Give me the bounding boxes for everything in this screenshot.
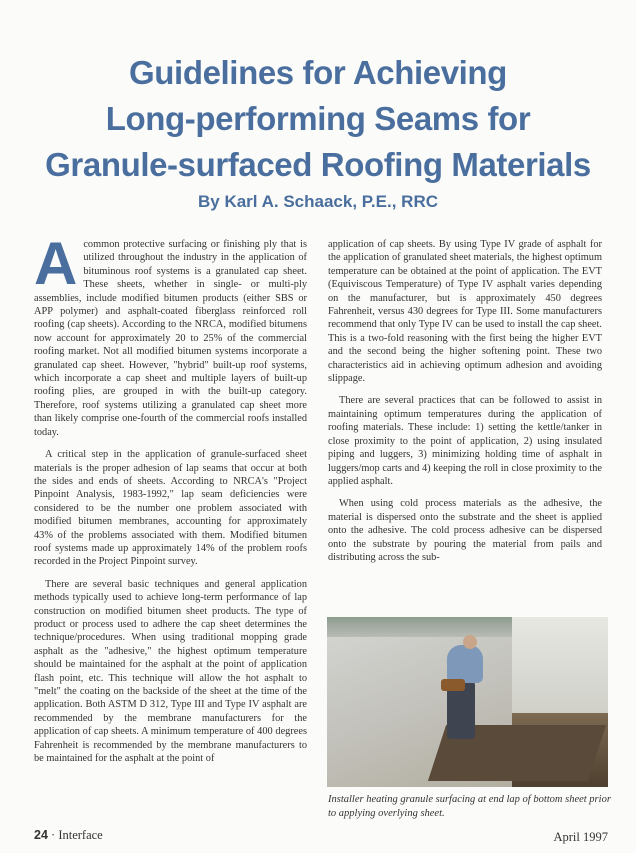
installer-photo <box>327 617 608 787</box>
title-line-3: Granule-surfaced Roofing Materials <box>45 146 591 183</box>
right-column <box>328 238 602 573</box>
article-title <box>0 50 636 188</box>
paragraph-3: There are several basic techniques and general application methods typically used to achieve long-term performance of lap construction on modified bitumen sheet products. The type of product or process used to adhere the cap sheet determines the technique/procedures. When using traditional mopping grade asphalt as the "adhesive," the highest optimum temperature should be maintained for the asphalt at the point of application flash point, etc. This technique will allow the hot asphalt to "melt" the coating on the backside of the sheet at the time of the application. Both ASTM D 312, Type III and Type IV asphalt are recommended by the membrane manufacturers for the application of cap sheets. A minimum temperature of 400 degrees Fahrenheit is recommended by the membrane manufacturers to be maintained for the asphalt at the point of <box>34 578 307 765</box>
paragraph-1 <box>34 230 307 439</box>
photo-parapet-wall <box>512 617 608 717</box>
photo-tool-belt <box>441 679 465 691</box>
title-line-2: Long-performing Seams for <box>105 100 531 137</box>
title-line-1: Guidelines for Achieving <box>129 54 507 91</box>
photo-caption: Installer heating granule surfacing at end lap of bottom sheet prior to applying overlying sheet. <box>328 794 611 819</box>
page-footer-left <box>34 828 103 843</box>
photo-worker-body <box>447 645 483 683</box>
paragraph-4: application of cap sheets. By using Type IV grade of asphalt for the application of granulated sheet materials, the highest optimum temperature can be obtained at the point of application. The EVT (Equiviscous Temperature) of Type IV asphalt varies depending on the manufacturer, but is approximately 450 degrees Fahrenheit, versus 430 degrees for Type III. Some manufacturers recommend that only Type IV can be used to install the cap sheet. This is a two-fold reasoning with the first being the higher EVT and the second being the higher softening point. These two characteristics aid in achieving optimum adhesion and avoiding slippage. <box>328 239 602 385</box>
drop-cap: A <box>34 230 78 297</box>
paragraph-1-text: common protective surfacing or finishing ply that is utilized throughout the industry in the application of bituminous roof systems is a granulated cap sheet. These sheets, whether in single- or multi-ply assemblies, include modified bitumen products (either SBS or APP polymer) and asphalt-coated fiberglass reinforced roll roofing (cap sheets). According to the NRCA, modified bitumens now account for approximately 20 to 25% of the commercial roofing market. Not all modified bitumen systems incorporate a granulated cap sheet. However, "hybrid" built-up roof systems, which incorporate a cap sheet and multiple layers of built-up roofing plies, are grouped in with the built-up category. Therefore, roof systems utilizing a granulated cap sheet more than likely comprise one-fourth of the commercial roofs installed today. <box>34 239 307 438</box>
magazine-name: Interface <box>58 828 103 842</box>
paragraph-6: When using cold process materials as the adhesive, the material is dispersed onto the substrate and the sheet is applied onto the adhesive. The cold process adhesive can be dispersed onto the substrate by pouring the material from pails and distributing across the sub- <box>328 498 602 563</box>
photo-worker-head <box>463 635 477 649</box>
left-column <box>34 230 307 774</box>
footer-separator: · <box>51 828 56 842</box>
article-byline: By Karl A. Schaack, P.E., RRC <box>198 192 438 211</box>
page-number: 24 <box>34 828 48 842</box>
paragraph-2: A critical step in the application of granule-surfaced sheet materials is the proper adhesion of lap seams that occur at both the sides and ends of sheets. According to NRCA's "Project Pinpoint Analysis, 1983-1992," lap seam deficiencies were considered to be the number one problem associated with modified bitumen membranes, accounting for approximately 43% of the problems associated with them. Modified bitumen roof systems made up approximately 14% of the problem roofs recorded in the Project Pinpoint survey. <box>34 449 307 568</box>
paragraph-5: There are several practices that can be followed to assist in maintaining optimum temperatures during the application of roofing materials. These include: 1) setting the kettle/tanker in close proximity to the point of application, 2) using insulated piping and luggers, 3) minimizing holding time of asphalt in luggers/mop carts and 4) keeping the roll in close proximity to the applied asphalt. <box>328 395 602 487</box>
issue-date: April 1997 <box>553 830 608 844</box>
